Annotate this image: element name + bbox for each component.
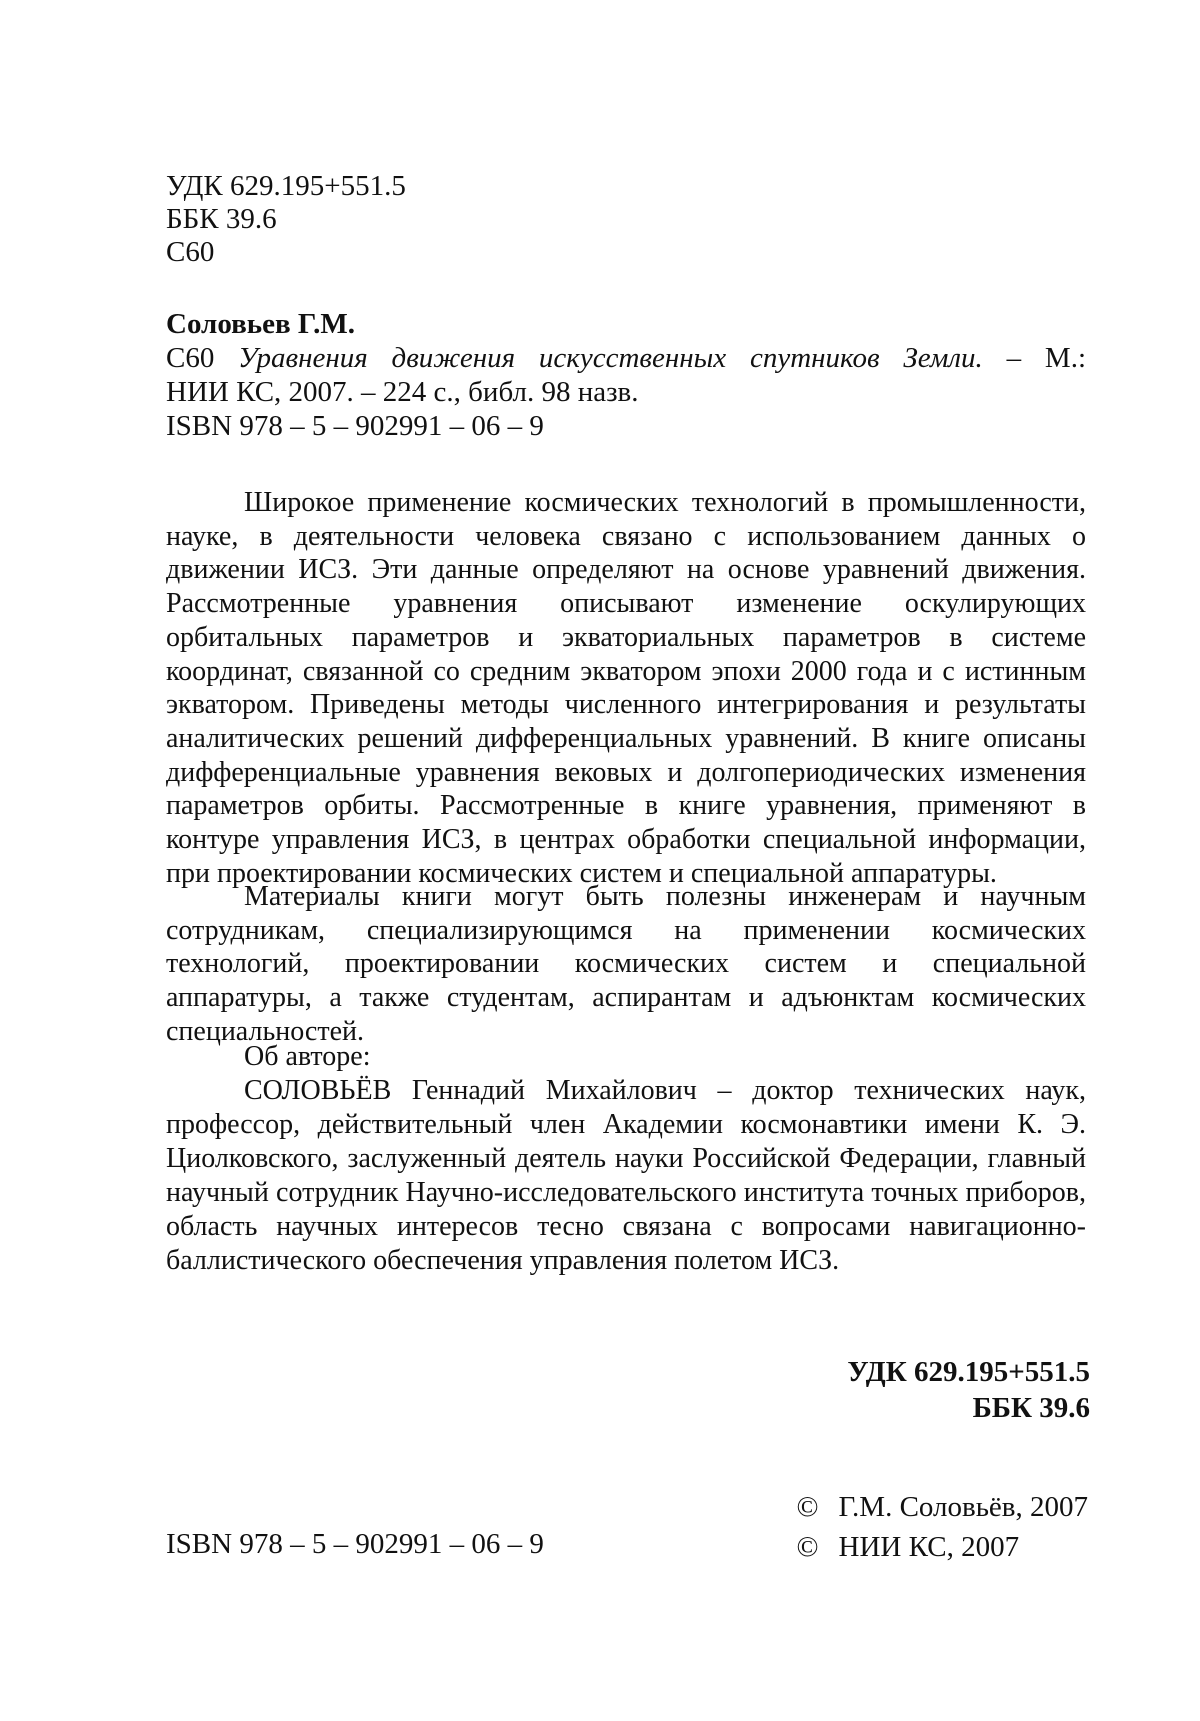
classification-codes [166, 170, 406, 269]
reference-title-line [166, 341, 1086, 375]
about-author-text: СОЛОВЬЁВ Геннадий Михайлович – доктор технических наук, профессор, действительный член Академии космонавтики имени К. Э. Циолковского, заслуженный деятель науки Российской Федерации, главный научный сотрудник Научно-исследовательского института точных приборов, область научных интересов тесно связана с вопросами навигационно-баллистического обеспечения управления полетом ИСЗ. [166, 1075, 1086, 1276]
book-title: Уравнения движения искусственных спутников Земли. [238, 342, 983, 374]
footer-classification-codes [847, 1354, 1090, 1426]
about-author-label: Об авторе: [244, 1041, 371, 1072]
author-mark: С60 [166, 236, 215, 268]
copyright-author-line [797, 1487, 1088, 1527]
udk-code: УДК 629.195+551.5 [166, 170, 406, 202]
copyright-icon: © [796, 1491, 819, 1523]
reference-mark: С60 [166, 342, 215, 374]
footer-isbn: ISBN 978 – 5 – 902991 – 06 – 9 [166, 1528, 544, 1560]
copyright-icon: © [796, 1531, 819, 1563]
bibliographic-reference [166, 307, 1086, 443]
copyright-author: Г.М. Соловьёв, 2007 [838, 1491, 1088, 1523]
bbk-code: ББК 39.6 [166, 203, 277, 235]
footer-bbk-code: ББК 39.6 [972, 1392, 1090, 1424]
copyright-block [797, 1487, 1088, 1567]
copyright-publisher: НИИ КС, 2007 [838, 1531, 1020, 1563]
abstract-paragraph-2: Материалы книги могут быть полезны инженерам и научным сотрудникам, специализирующимся на применении космических технологий, проектировании космических систем и специальной аппаратуры, а также студентам, аспирантам и адъюнктам космических специальностей. [166, 881, 1086, 1047]
copyright-publisher-line [797, 1527, 1088, 1567]
author-name: Соловьев Г.М. [166, 308, 355, 340]
isbn-reference: ISBN 978 – 5 – 902991 – 06 – 9 [166, 410, 544, 442]
publication-details: НИИ КС, 2007. – 224 с., библ. 98 назв. [166, 376, 639, 408]
footer-udk-code: УДК 629.195+551.5 [847, 1356, 1090, 1388]
publisher-place: – М.: [982, 342, 1087, 374]
abstract-paragraph-1: Широкое применение космических технологий в промышленности, науке, в деятельности человека связано с использованием данных о движении ИСЗ. Эти данные определяют на основе уравнений движения. Рассмотренные уравнения описывают изменение оскулирующих орбитальных параметров и экваториальных параметров в системе координат, связанной со средним экватором эпохи 2000 года и с истинным экватором. Приведены методы численного интегрирования и результаты аналитических решений дифференциальных уравнений. В книге описаны дифференциальные уравнения вековых и долгопериодических изменения параметров орбиты. Рассмотренные в книге уравнения, применяют в контуре управления ИСЗ, в центрах обработки специальной информации, при проектировании космических систем и специальной аппаратуры. [166, 487, 1086, 889]
